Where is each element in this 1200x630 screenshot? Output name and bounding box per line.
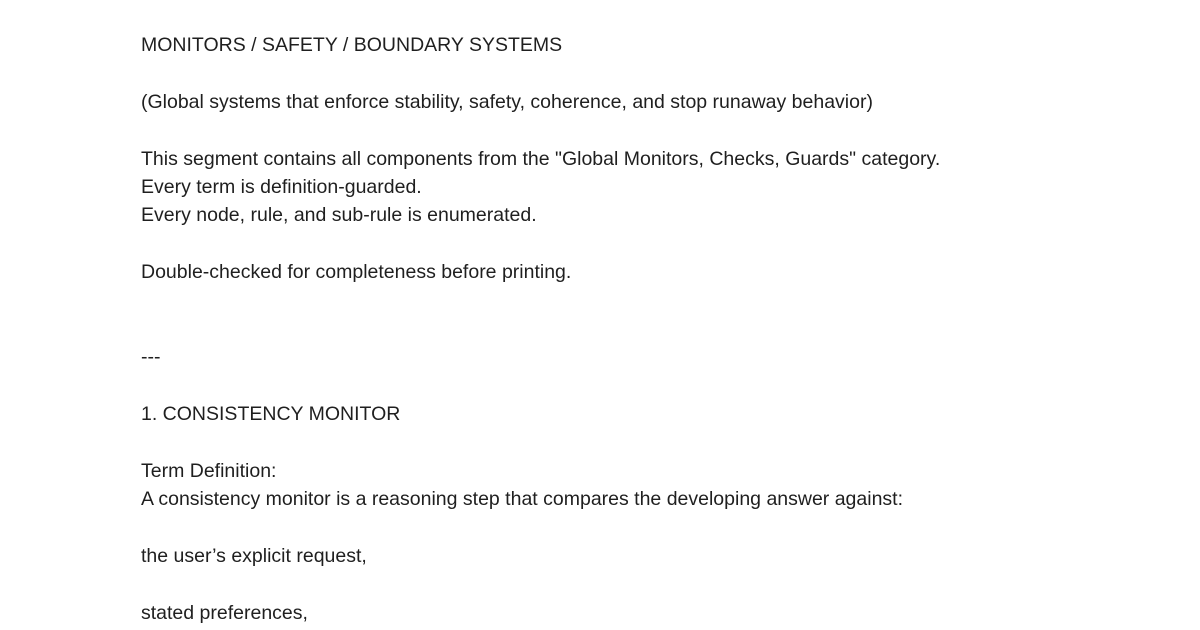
spacer — [141, 287, 1141, 344]
term-definition-text: A consistency monitor is a reasoning step that compares the developing answer against: — [141, 488, 904, 511]
document-body — [141, 31, 1141, 627]
term-definition-label: Term Definition: — [141, 459, 277, 482]
spacer — [141, 570, 1141, 598]
intro-line: This segment contains all components from the "Global Monitors, Checks, Guards" category. — [141, 147, 941, 170]
section-separator: --- — [141, 346, 161, 369]
intro-line: Every node, rule, and sub-rule is enumerated. — [141, 204, 537, 227]
verification-note: Double-checked for completeness before printing. — [141, 261, 572, 284]
document-subtitle: (Global systems that enforce stability, safety, coherence, and stop runaway behavior) — [141, 90, 873, 113]
spacer — [141, 428, 1141, 456]
spacer — [141, 372, 1141, 400]
intro-line: Every term is definition-guarded. — [141, 175, 422, 198]
spacer — [141, 230, 1141, 258]
spacer — [141, 116, 1141, 144]
document-title: MONITORS / SAFETY / BOUNDARY SYSTEMS — [141, 34, 563, 56]
spacer — [141, 59, 1141, 87]
spacer — [141, 514, 1141, 542]
list-item: stated preferences, — [141, 601, 308, 624]
list-item: the user’s explicit request, — [141, 545, 367, 568]
section-heading: 1. CONSISTENCY MONITOR — [141, 403, 401, 426]
